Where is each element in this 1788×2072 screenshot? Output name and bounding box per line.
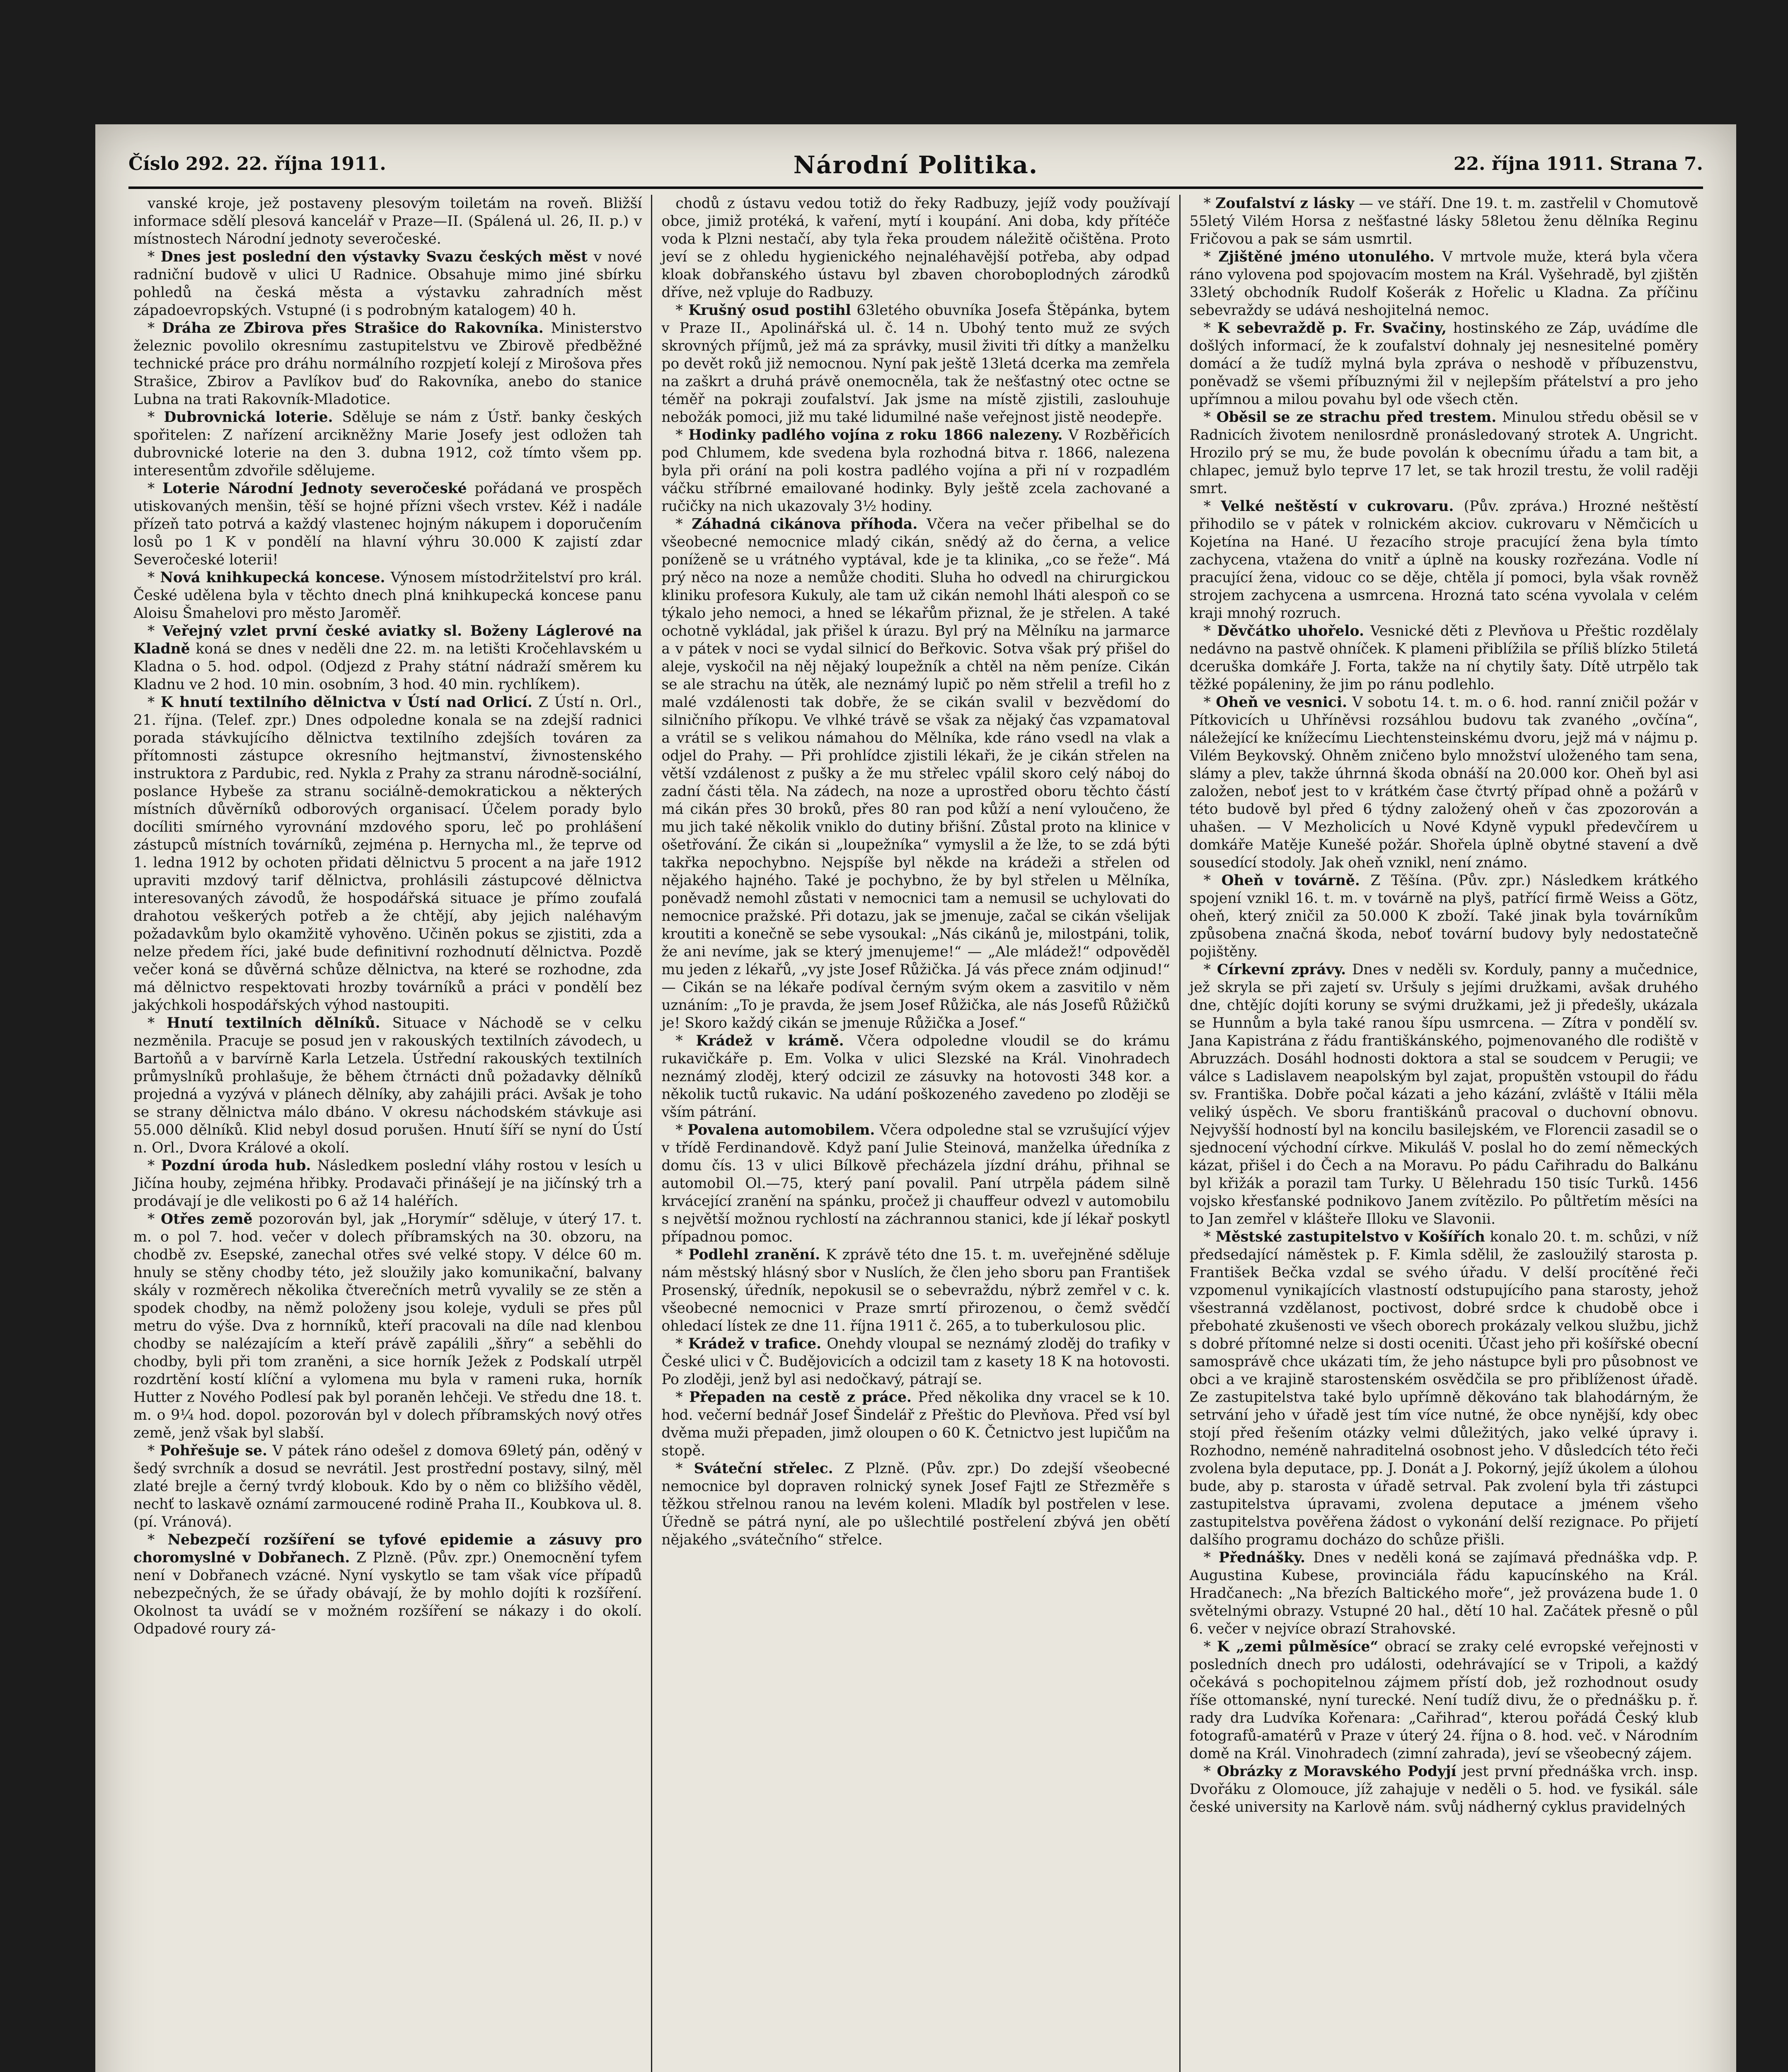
article-paragraph: * Oheň v továrně. Z Těšína. (Pův. zpr.) Následkem krátkého spojení vznikl 16. t. m. v továrně na plyš, patřící firmě Weiss a Götz, oheň, který zničil za 50.000 K zboží. Také jinak byla továrníkům způsobena značná škoda, neboť tovární budovy byly nedostatečně pojištěny. — [1189, 872, 1698, 960]
article-paragraph: * Oheň ve vesnici. V sobotu 14. t. m. o 6. hod. ranní zničil požár v Pítkovicích u Uhříněvsi rozsáhlou budovu tak zvaného „ovčína“, náležející ke knížecímu Liechtensteinskému dvoru, jejž má v nájmu p. Vilém Beykovský. Ohněm zničeno bylo množství uloženého tam sena, slámy a plev, takže úhrnná škoda obnáší na 20.000 kor. Oheň byl asi založen, neboť jest to v krátkém čase čtvrtý případ ohně a požárů v této budově byl před 6 týdny založený oheň v čas zpozorován a uhašen. — V Mezholicích u Nové Kdyně vypukl předevčírem u domkáře Matěje Kunešé požár. Shořela úplně obytné stavení a dvě sousedící stodoly. Jak oheň vznikl, není známo. — [1189, 694, 1698, 871]
article-body: Dnes v neděli sv. Korduly, panny a mučednice, jež skryla se při zajetí sv. Uršuly s jejími družkami, avšak druhého dne, chtějíc dojíti koruny se svými družkami, jež ji předešly, ukázala se Hunnům a byla také ranou šípu usmrcena. — Zítra v pondělí sv. Jana Kapistrána z řádu františkánského, pojmenovaného dle rodiště v Abruzzách. Dosáhl hodnosti doktora a stal se soudcem v Perugii; ve válce s Ladislavem neapolským byl zajat, propuštěn vstoupil do řádu sv. Františka. Dobře počal kázati a jeho kázání, zvláště v Itálii měla veliký úspěch. Ve sboru františkánů pracoval o duchovní obnovu. Nejvyšší hodností byl na koncilu basilejském, ve Florencii zasadil se o sjednocení východní církve. Mikuláš V. poslal ho do zemí německých kázat, přišel i do Čech a na Moravu. Po pádu Cařihradu do Balkánu byl křižák a porazil tam Turky. U Bělehradu 150 tisíc Turků. 1456 vojsko křesťanské podnikovo Janem zvítězilo. Po půltřetím měsíci na to Jan zemřel v klášteře Illoku ve Slavonii. — [1189, 961, 1698, 1227]
article-headline: Přepaden na cestě z práce. — [689, 1389, 912, 1406]
article-body: 63letého obuvníka Josefa Štěpánka, bytem v Praze II., Apolinářská ul. č. 14 n. Ubohý tento muž ze svých skrovných příjmů, jež má za správky, musil živiti tři dítky a manželku po devět roků již nemocnou. Nyní pak ještě 13letá dcerka ma zemřela na zaškrt a druhá právě onemocněla, tak že nešťastný otec octne se téměř na pokraji zoufalství. Jak jsme na místě zjistili, zaslouhuje nebožák pomoci, již mu také lidumilné naše veřejnost jistě neodepře. — [661, 302, 1170, 426]
article-body: Dnes v neděli koná se zajímavá přednáška vdp. P. Augustina Kubese, provinciála řádu kapucínského na Král. Hradčanech: „Na březích Baltického moře“, jež provázena bude 1. 0 světelnými obrazy. Vstupné 20 hal., dětí 10 hal. Začátek přesně o půl 6. večer v nejvíce obrazí Strahovské. — [1189, 1549, 1698, 1637]
article-headline: Děvčátko uhořelo. — [1217, 623, 1364, 639]
article-body: Včera na večer přibelhal se do všeobecné nemocnice mladý cikán, snědý až do černa, a velice poníženě se u vrátného vyptával, kde je ta klinika, „co se řeže“. Má prý něco na noze a nemůže choditi. Sluha ho odvedl na chirurgickou kliniku profesora Kukuly, ale tam už cikán nemohl lháti alespoň co se týkalo jeho nemoci, a hned se lékařům přiznal, že je střelen. A také ochotně vykládal, jak přišel k úrazu. Byl prý na Mělníku na jarmarce a v pátek v noci se vydal silnicí do Beřkovic. Sotva však prý přišel do aleje, vyskočil na něj nějaký loupežník a chtěl na něm peníze. Cikán se ale strachu na útěk, ale neznámý lupič po něm střelil a trefil ho z malé vzdálenosti tak dobře, že se cikán svalil v bezvědomí do silničního příkopu. Ve vlhké trávě se však za nějaký čas vzpamatoval a vrátil se s velikou námahou do Mělníka, kde ráno vsedl na vlak a odjel do Prahy. — Při prohlídce zjistili lékaři, že je cikán střelen na větší vzdálenost z pušky a že mu střelec vpálil skoro celý náboj do zadní části těla. Na zádech, na noze a uprostřed oboru těchto částí má cikán přes 30 broků, přes 80 ran pod kůží a není vyloučeno, že mu jich také několik vniklo do dutiny břišní. Zůstal proto na klinice v ošetřování. Že cikán si „loupežníka“ vymyslil a že lže, to se zdá býti takřka nepochybno. Nejspíše byl někde na krádeži a střelen od nějakého hajného. Také je pochybno, že by byl střelen u Mělníka, poněvadž nemohl zůstati v nemocnici tam a nemusil se uchylovati do nemocnice pražské. Při dotazu, jak se jmenuje, začal se cikán všelijak kroutiti a konečně se sebe vysoukal: „Nás cikánů je, milostpáni, tolik, že ani nevíme, jak se který jmenujeme!“ — „Ale mládež!“ odpověděl mu jeden z lékařů, „vy jste Josef Růžička. Já vás přece znám odjinud!“ — Cikán se na lékaře podíval černým svým okem a zasvitilo v něm uznáním: „To je pravda, že jsem Josef Růžička, ale nás Josefů Růžičků je! Skoro každý cikán se jmenuje Růžička a Josef.“ — [661, 516, 1170, 1031]
issue-date: Číslo 292. 22. října 1911. — [128, 153, 386, 174]
article-body: pozorován byl, jak „Horymír“ sděluje, v úterý 17. t. m. o pol 7. hod. večer v dolech příbramských na 30. obzoru, na chodbě zv. Esepské, zanechal otřes své velké stopy. V délce 60 m. hnuly se stěny chodby této, jež sloužily jako komunikační, balvany skály v rozměrech několika čtverečních metrů vyvalily se ze stěn a spodek chodby, na němž položeny jsou koleje, vyduli se přes půl metru do výše. Dva z hornníků, kteří pracovali na díle nad klenbou chodby se nalézajícím a kteří právě zapálili „šňry“ a seběhli do chodby, byli při tom zraněni, a sice horník Ježek z Podskalí utrpěl rozdrtění kostí klíční a vylomena mu byla v rameni ruka, horník Hutter z Nového Podlesí pak byl poraněn lehčeji. Ve středu dne 18. t. m. o 9¼ hod. dopol. pozorován byl v dolech příbramských nový otřes země, jenž však byl slabší. — [133, 1211, 642, 1441]
article-paragraph — [661, 195, 1170, 302]
article-paragraph: * Záhadná cikánova příhoda. Včera na večer přibelhal se do všeobecné nemocnice mladý cikán, snědý až do černa, a velice poníženě se u vrátného vyptával, kde je ta klinika, „co se řeže“. Má prý něco na noze a nemůže choditi. Sluha ho odvedl na chirurgickou kliniku profesora Kukuly, ale tam už cikán nemohl lháti alespoň co se týkalo jeho nemoci, a hned se lékařům přiznal, že je střelen. A také ochotně vykládal, jak přišel k úrazu. Byl prý na Mělníku na jarmarce a v pátek v noci se vydal silnicí do Beřkovic. Sotva však prý přišel do aleje, vyskočil na něj nějaký loupežník a chtěl na něm peníze. Cikán se ale strachu na útěk, ale neznámý lupič po něm střelil a trefil ho z malé vzdálenosti tak dobře, že se cikán svalil v bezvědomí do silničního příkopu. Ve vlhké trávě se však za nějaký čas vzpamatoval a vrátil se s velikou námahou do Mělníka, kde ráno vsedl na vlak a odjel do Prahy. — Při prohlídce zjistili lékaři, že je cikán střelen na větší vzdálenost z pušky a že mu střelec vpálil skoro celý náboj do zadní části těla. Na zádech, na noze a uprostřed oboru těchto částí má cikán přes 30 broků, přes 80 ran pod kůží a není vyloučeno, že mu jich také několik vniklo do dutiny břišní. Zůstal proto na klinice v ošetřování. Že cikán si „loupežníka“ vymyslil a že lže, to se zdá býti takřka nepochybno. Nejspíše byl někde na krádeži a střelen od nějakého hajného. Také je pochybno, že by byl střelen u Mělníka, poněvadž nemohl zůstati v nemocnici tam a nemusil se uchylovati do nemocnice pražské. Při dotazu, jak se jmenuje, začal se cikán všelijak kroutiti a konečně se sebe vysoukal: „Nás cikánů je, milostpáni, tolik, že ani nevíme, jak se který jmenujeme!“ — „Ale mládež!“ odpověděl mu jeden z lékařů, „vy jste Josef Růžička. Já vás přece znám odjinud!“ — Cikán se na lékaře podíval černým svým okem a zasvitilo v něm uznáním: „To je pravda, že jsem Josef Růžička, ale nás Josefů Růžičků je! Skoro každý cikán se jmenuje Růžička a Josef.“ — [661, 516, 1170, 1031]
article-paragraph: * Loterie Národní Jednoty severočeské pořádaná ve prospěch utiskovaných menšin, těší se hojné přízni všech vrstev. Kéž i nadále přízeň tato potrvá a každý vlastenec hojným nákupem i doporučením losů po 1 K v pondělí na hlavní výhru 30.000 K zajistí zdar Severočeské loterii! — [133, 480, 642, 568]
article-headline: Oheň ve vesnici. — [1216, 694, 1348, 711]
article-body: V pátek ráno odešel z domova 69letý pán, oděný v šedý svrchník a dosud se nevrátil. Jest prostřední postavy, silný, měl zlaté brejle a černý tvrdý klobouk. Kdo by o něm co bližšího věděl, nechť to laskavě oznámí zarmoucené rodině Praha II., Koubkova ul. 8. (pí. Vránová). — [133, 1443, 642, 1530]
article-body: obrací se zraky celé evropské veřejnosti v posledních dnech pro události, odehrávající se v Tripoli, a každý očekává s pochopitelnou zájmem přístí dob, jež rozhodnout osudy říše ottomanské, nyní turecké. Není tudíž divu, že o přednášku p. ř. rady dra Ludvíka Kořenara: „Cařihrad“, kterou pořádá Český klub fotografů-amatérů v Praze v úterý 24. října o 8. hod. več. v Národním domě na Král. Vinohradech (zimní zahrada), jeví se všeobecný zájem. — [1189, 1639, 1698, 1762]
article-paragraph: * Přednášky. Dnes v neděli koná se zajímavá přednáška vdp. P. Augustina Kubese, provinciála řádu kapucínského na Král. Hradčanech: „Na březích Baltického moře“, jež provázena bude 1. 0 světelnými obrazy. Vstupné 20 hal., dětí 10 hal. Začátek přesně o půl 6. večer v nejvíce obrazí Strahovské. — [1189, 1549, 1698, 1637]
article-headline: Pohřešuje se. — [160, 1443, 267, 1459]
article-paragraph: * Pozdní úroda hub. Následkem poslední vláhy rostou v lesích u Jičína houby, zejména hřibky. Prodavači přinášejí je na jičínský trh a prodávají je dle velikosti po 6 až 14 haléřích. — [133, 1157, 642, 1210]
column-2 — [651, 195, 1179, 2072]
article-headline: Církevní zprávy. — [1217, 961, 1346, 978]
article-headline: Krádež v trafice. — [688, 1336, 822, 1352]
article-paragraph: * Zjištěné jméno utonulého. V mrtvole muže, která byla včera ráno vylovena pod spojovacím mostem na Král. Vyšehradě, byl zjištěn 33letý obchodník Rudolf Košerák z Hořelic u Kladna. Za příčinu sebevraždy se udává neshojitelná nemoc. — [1189, 249, 1698, 319]
article-body: Ministerstvo železnic povolilo okresnímu zastupitelstvu ve Zbirově předběžné technické práce pro dráhu normálního rozpjetí kolejí z Mirošova přes Strašice, Zbirov a Pavlíkov buď do Rakovníka, anebo do stanice Lubna na trati Rakovník-Mladotice. — [133, 320, 642, 408]
article-body: V mrtvole muže, která byla včera ráno vylovena pod spojovacím mostem na Král. Vyšehradě, byl zjištěn 33letý obchodník Rudolf Košerák z Hořelic u Kladna. Za příčinu sebevraždy se udává neshojitelná nemoc. — [1189, 249, 1698, 319]
article-body: koná se dnes v neděli dne 22. m. na letišti Kročehlavském u Kladna o 5. hod. odpol. (Odjezd z Prahy státní nádraží směrem ku Kladnu ve 2 hod. 10 min. osobním, 3 hod. 40 min. rychlíkem). — [133, 641, 642, 693]
article-paragraph: * Přepaden na cestě z práce. Před několika dny vracel se k 10. hod. večerní bednář Josef Šindelář z Přeštic do Plevňova. Před vsí byl dvěma muži přepaden, jimž oloupen o 60 K. Četnictvo jest lupičům na stopě. — [661, 1389, 1170, 1459]
article-headline: Zjištěné jméno utonulého. — [1218, 249, 1435, 265]
article-body: (Pův. zpráva.) Hrozné neštěstí přihodilo se v pátek v rolnickém akciov. cukrovaru v Němčicích u Kojetína na Hané. U řezacího stroje pracující žena byla tímto zachycena, vtažena do vnitř a úplně na kousky rozřezána. Vodle ní pracující žena, vidouc co se děje, chtěla jí pomoci, byla však rovněž strojem zachycena a usmrcena. Hrozná tato scéna vyvolala v celém kraji mnohý rozruch. — [1189, 498, 1698, 622]
article-headline: K hnutí textilního dělnictva v Ústí nad Orlicí. — [160, 694, 532, 711]
article-body: Včera odpoledne stal se vzrušující výjev v třídě Ferdinandově. Když paní Julie Steinová, manželka úředníka z domu čís. 13 v ulici Bílkově přecházela jízdní dráhu, přihnal se automobil Ol.—75, který paní povalil. Paní utrpěla pádem silně krvácející zranění na spánku, pročež ji chauffeur odvezl v automobilu s největší možnou rychlostí na záchrannou stanici, kde jí lékař poskytl případnou pomoc. — [661, 1122, 1170, 1245]
article-body: V Rozběřicích pod Chlumem, kde svedena byla rozhodná bitva r. 1866, nalezena byla při orání na poli kostra padlého vojína a při ní v rozpadlém váčku stříbrné emailované hodinky. Byly ještě zcela zachované a ručičky na nich ukazovaly 3½ hodiny. — [661, 427, 1170, 515]
article-headline: K sebevraždě p. Fr. Svačiny, — [1217, 320, 1447, 336]
article-columns — [124, 195, 1707, 2072]
article-paragraph — [133, 195, 642, 248]
article-headline: Přednášky. — [1219, 1549, 1306, 1566]
article-headline: Podlehl zranění. — [688, 1247, 820, 1263]
column-3 — [1179, 195, 1707, 2072]
page-number: 22. října 1911. Strana 7. — [1453, 153, 1703, 174]
article-body: v nové radniční budově v ulici U Radnice. Obsahuje mimo jiné sbírku pohledů na česká města a výstavku zahradních měst západoevropských. Vstupné (i s podrobným katalogem) 40 h. — [133, 249, 642, 319]
article-headline: Sváteční střelec. — [694, 1460, 833, 1477]
article-paragraph: * K „zemi půlměsíce“ obrací se zraky celé evropské veřejnosti v posledních dnech pro události, odehrávající se v Tripoli, a každý očekává s pochopitelnou zájmem přístí dob, jež rozhodnout osudy říše ottomanské, nyní turecké. Není tudíž divu, že o přednášku p. ř. rady dra Ludvíka Kořenara: „Cařihrad“, kterou pořádá Český klub fotografů-amatérů v Praze v úterý 24. října o 8. hod. več. v Národním domě na Král. Vinohradech (zimní zahrada), jeví se všeobecný zájem. — [1189, 1639, 1698, 1762]
article-headline: Městské zastupitelstvo v Košířích — [1215, 1229, 1485, 1245]
article-paragraph: * Městské zastupitelstvo v Košířích konalo 20. t. m. schůzi, v níž předsedající náměstek p. F. Kimla sdělil, že zasloužilý starosta p. František Bečka vzdal se svého úřadu. V delší procítěné řeči vzpomenul vynikajících vlastností odstupujícího pana starosty, jehož všestranná vzdělanost, poctivost, dobré srdce k chudobě obce i přebohaté zkušenosti ve všech oborech prokázaly velkou službu, jichž s dobré přítomné nelze si dosti oceniti. Účast jeho při košířské obecní samosprávě chce ukázati tím, že jeho nástupce byli pro působnost ve obci a ve krajině starostenském osvědčila se pro přiblíženost úřadě. Ze zastupitelstva také bylo upřímně děkováno tak blahodárným, že setrvání jeho v úřadě jest tím více nutné, že obce nynější, kdy obec stojí před řešením otázky velmi důležitých, jako velké úpravy i. Rozhodno, neméně nahraditelná osobnost jeho. V důsledcích této řeči zvolena byla deputace, pp. J. Donát a J. Pokorný, jejíž úkolem a úlohou bude, aby p. starosta v úřadě setrval. Pak zvolení byla tři zástupci zastupitelstva úpravami, zvolena deputace a jménem všeho zastupitelstva pověřena žádost o vykonání delší rezignace. Po přijetí dalšího programu docházo do schůze přišli. — [1189, 1229, 1698, 1548]
newspaper-page — [95, 124, 1736, 2072]
article-paragraph: * Krádež v krámě. Včera odpoledne vloudil se do krámu rukavičkáře p. Em. Volka v ulici Slezské na Král. Vinohradech neznámý zloděj, který odcizil ze zásuvky na hotovosti 348 kor. a několik tuctů rukavic. Na udání poškozeného zavedeno po zloději se vším pátrání. — [661, 1033, 1170, 1121]
header-rule — [128, 186, 1703, 189]
article-headline: Zoufalství z lásky — [1215, 195, 1355, 212]
masthead-title: Národní Politika. — [793, 151, 1038, 179]
article-headline: K „zemi půlměsíce“ — [1217, 1639, 1379, 1655]
article-body: Z Plzně. (Pův. zpr.) Onemocnění tyfem není v Dobřanech vzácné. Nyní vyskytlo se tam však více případů nebezpečných, že se úřady obávají, že by mohlo dojíti k rozšíření. Okolnost ta uvádí se v možném rozšíření se nákazy i do okolí. Odpadové roury zá- — [133, 1549, 642, 1637]
article-paragraph: * Církevní zprávy. Dnes v neděli sv. Korduly, panny a mučednice, jež skryla se při zajetí sv. Uršuly s jejími družkami, avšak druhého dne, chtějíc dojíti koruny se svými družkami, jež ji předešly, ukázala se Hunnům a byla také ranou šípu usmrcena. — Zítra v pondělí sv. Jana Kapistrána z řádu františkánského, pojmenovaného dle rodiště v Abruzzách. Dosáhl hodnosti doktora a stal se soudcem v Perugii; ve válce s Ladislavem neapolským byl zajat, propuštěn vstoupil do řádu sv. Františka. Dobře počal kázati a jeho kázání, zvláště v Itálii měla veliký úspěch. Ve sboru františkánů pracoval o duchovní obnovu. Nejvyšší hodností byl na koncilu basilejském, ve Florencii zasadil se o sjednocení východní církve. Mikuláš V. poslal ho do zemí německých kázat, přišel i do Čech a na Moravu. Po pádu Cařihradu do Balkánu byl křižák a porazil tam Turky. U Bělehradu 150 tisíc Turků. 1456 vojsko křesťanské podnikovo Janem zvítězilo. Po půltřetím měsíci na to Jan zemřel v klášteře Illoku ve Slavonii. — [1189, 961, 1698, 1227]
article-paragraph: * Velké neštěstí v cukrovaru. (Pův. zpráva.) Hrozné neštěstí přihodilo se v pátek v rolnickém akciov. cukrovaru v Němčicích u Kojetína na Hané. U řezacího stroje pracující žena byla tímto zachycena, vtažena do vnitř a úplně na kousky rozřezána. Vodle ní pracující žena, vidouc co se děje, chtěla jí pomoci, byla však rovněž strojem zachycena a usmrcena. Hrozná tato scéna vyvolala v celém kraji mnohý rozruch. — [1189, 498, 1698, 622]
article-paragraph: * Veřejný vzlet první české aviatky sl. Boženy Láglerové na Kladně koná se dnes v neděli dne 22. m. na letišti Kročehlavském u Kladna o 5. hod. odpol. (Odjezd z Prahy státní nádraží směrem ku Kladnu ve 2 hod. 10 min. osobním, 3 hod. 40 min. rychlíkem). — [133, 623, 642, 693]
article-body: chodů z ústavu vedou totiž do řeky Radbuzy, jejíž vody používají obce, jimiž protéká, k vaření, mytí i koupání. Ani doba, kdy přítéče voda k Plzni nestačí, aby tyla řeka proudem náležitě očištěna. Proto jeví se z ohledu hygienického nejnaléhavější potřeba, aby odpad kloak dobřanského ústavu byl zbaven choroboplodných zárodků dříve, než vpluje do Radbuzy. — [661, 195, 1170, 301]
article-headline: Oběsil se ze strachu před trestem. — [1216, 409, 1497, 426]
article-body: Z Plzně. (Pův. zpr.) Do zdejší všeobecné nemocnice byl dopraven rolnický synek Josef Fajtl ze Střezměře s těžkou střelnou ranou na levém koleni. Mladík byl postřelen v lese. Úředně se pátrá nyní, ale po ušlechtilé postřelení zbývá jen obětí nějakého „svátečního“ střelce. — [661, 1460, 1170, 1548]
article-body: Onehdy vloupal se neznámý zloděj do trafiky v České ulici v Č. Budějovicích a odcizil tam z kasety 18 K na hotovosti. Po zloději, jenž byl asi nedočkavý, pátrají se. — [661, 1336, 1170, 1388]
article-headline: Dnes jest poslední den výstavky Svazu českých měst — [160, 249, 588, 265]
article-headline: Obrázky z Moravského Podyjí — [1217, 1763, 1457, 1780]
article-headline: Krušný osud postihl — [688, 302, 851, 319]
article-body: hostinského ze Záp, uvádíme dle došlých informací, že k zoufalství dohnaly jej nesnesitelné poměry domácí a že tudíž mylná byla zpráva o neshodě v příbuzenstvu, poněvadž se všemi příbuznými žil v nejlepším přátelství a pro jeho upřímnou a milou povahu byl ode všech ctěn. — [1189, 320, 1698, 408]
article-headline: Otřes země — [161, 1211, 253, 1227]
article-headline: Záhadná cikánova příhoda. — [692, 516, 918, 533]
article-body: jest první přednáška vrch. insp. Dvořáku z Olomouce, jíž zahajuje v neděli o 5. hod. ve fysikál. sále české university na Karlově nám. svůj nádherný cyklus pravidelných — [1189, 1763, 1698, 1815]
page-header — [128, 153, 1703, 186]
article-body: Minulou středu oběsil se v Radnicích životem nenilosrdně pronásledovaný strotek A. Ungricht. Hrozilo prý se mu, že bude povolán k obecnímu úřadu a tam bit, a chlapec, jemuž bylo teprve 17 let, se tak hrozil trestu, že volil raději smrt. — [1189, 409, 1698, 497]
article-body: Včera odpoledne vloudil se do krámu rukavičkáře p. Em. Volka v ulici Slezské na Král. Vinohradech neznámý zloděj, který odcizil ze zásuvky na hotovosti 348 kor. a několik tuctů rukavic. Na udání poškozeného zavedeno po zloději se vším pátrání. — [661, 1033, 1170, 1121]
article-body: — ve stáří. Dne 19. t. m. zastřelil v Chomutově 55letý Vilém Horsa z nešťastné lásky 58letou ženu dělníka Reginu Fričovou a pak se sám usmrtil. — [1189, 195, 1698, 247]
article-headline: Povalena automobilem. — [687, 1122, 875, 1138]
article-headline: Loterie Národní Jednoty severočeské — [162, 480, 467, 497]
article-headline: Pozdní úroda hub. — [161, 1157, 311, 1174]
article-paragraph: * Otřes země pozorován byl, jak „Horymír“ sděluje, v úterý 17. t. m. o pol 7. hod. večer v dolech příbramských na 30. obzoru, na chodbě zv. Esepské, zanechal otřes své velké stopy. V délce 60 m. hnuly se stěny chodby této, jež sloužily jako komunikační, balvany skály v rozměrech několika čtverečních metrů vyvalily se ze stěn a spodek chodby, na němž položeny jsou koleje, vyduli se přes půl metru do výše. Dva z hornníků, kteří pracovali na díle nad klenbou chodby se nalézajícím a kteří právě zapálili „šňry“ a seběhli do chodby, byli při tom zraněni, a sice horník Ježek z Podskalí utrpěl rozdrtění kostí klíční a vylomena mu byla v rameni ruka, horník Hutter z Nového Podlesí pak byl poraněn lehčeji. Ve středu dne 18. t. m. o 9¼ hod. dopol. pozorován byl v dolech příbramských nový otřes země, jenž však byl slabší. — [133, 1211, 642, 1441]
article-body: Následkem poslední vláhy rostou v lesích u Jičína houby, zejména hřibky. Prodavači přinášejí je na jičínský trh a prodávají je dle velikosti po 6 až 14 haléřích. — [133, 1157, 642, 1210]
article-headline: Velké neštěstí v cukrovaru. — [1221, 498, 1454, 515]
article-headline: Nová knihkupecká koncese. — [160, 569, 385, 586]
article-body: K zprávě této dne 15. t. m. uveřejněné sděluje nám městský hlásný sbor v Nuslích, že člen jeho sboru pan František Prosenský, úředník, nepokusil se o sebevraždu, nýbrž zemřel v c. k. všeobecné nemocnici v Praze smrtí přirozenou, o čemž svědčí ohledací lístek ze dne 11. října 1911 č. 265, a to tuberkulosou plic. — [661, 1247, 1170, 1334]
article-paragraph: * Pohřešuje se. V pátek ráno odešel z domova 69letý pán, oděný v šedý svrchník a dosud se nevrátil. Jest prostřední postavy, silný, měl zlaté brejle a černý tvrdý klobouk. Kdo by o něm co bližšího věděl, nechť to laskavě oznámí zarmoucené rodině Praha II., Koubkova ul. 8. (pí. Vránová). — [133, 1443, 642, 1530]
article-paragraph: * Krušný osud postihl 63letého obuvníka Josefa Štěpánka, bytem v Praze II., Apolinářská ul. č. 14 n. Ubohý tento muž ze svých skrovných příjmů, jež má za správky, musil živiti tři dítky a manželku po devět roků již nemocnou. Nyní pak ještě 13letá dcerka ma zemřela na zaškrt a druhá právě onemocněla, tak že nešťastný otec octne se téměř na pokraji zoufalství. Jak jsme na místě zjistili, zaslouhuje nebožák pomoci, již mu také lidumilné naše veřejnost jistě neodepře. — [661, 302, 1170, 426]
article-body: Z Ústí n. Orl., 21. října. (Telef. zpr.) Dnes odpoledne konala se na zdejší radnici porada stávkujícího dělnictva textilního zdejších továren za přítomnosti zástupce okresního hejtmanství, živnostenského instruktora z Pardubic, red. Nykla z Prahy za stranu národně-sociální, poslance Hybeše za stranu sociálně-demokratickou a některých místních důvěrníků odborových organisací. Účelem porady bylo docíliti smírného vyrovnání mzdového sporu, leč po prohlášení zástupců místních továrníků, zejména p. Hernycha ml., že teprve od 1. ledna 1912 by ochoten přidati dělnictvu 5 procent a na jaře 1912 upraviti mzdový tarif dělnictva, prohlásili zástupcové dělnictva interesovaných závodů, že hospodářská situace je přímo zoufalá drahotou veškerých potřeb a že chtějí, aby jejich naléhavým požadavkům bylo okamžitě vyhověno. Učiněn pokus se zjistiti, zda a nelze předem říci, jaké bude definitivní rozhodnutí dělnictva. Pozdě večer koná se důvěrná schůze dělnictva, na které se rozhodne, zda má dělnictvo respektovati hrozby továrníků a práci v pondělí bez jakýchkoli hospodářských výhod nastoupiti. — [133, 694, 642, 1014]
article-body: Výnosem místodržitelství pro král. České udělena byla v těchto dnech plná knihkupecká koncese panu Aloisu Šmahelovi pro město Jaroměř. — [133, 569, 642, 622]
article-paragraph: * Dubrovnická loterie. Sděluje se nám z Ústř. banky českých spořitelen: Z nařízení arcikněžny Marie Josefy jest odložen tah dubrovnické loterie na den 3. dubna 1912, což tímto všem pp. interesentům zdvořile sdělujeme. — [133, 409, 642, 479]
article-headline: Dubrovnická loterie. — [164, 409, 333, 426]
article-paragraph: * Hnutí textilních dělníků. Situace v Náchodě se v celku nezměnila. Pracuje se posud jen v rakouských textilních závodech, u Bartoňů a v barvírně Karla Letzela. Ústřední rakouských textilních průmyslníků prohlašuje, že během čtrnácti dnů požadavky dělníků projedná a vyzývá v plánech dělníky, aby zahájili práci. Avšak je toho se strany dělnictva málo dbáno. V okresu náchodském stávkuje asi 55.000 dělníků. Klid nebyl dosud porušen. Hnutí šíří se nyní do Ústí n. Orl., Dvora Králové a okolí. — [133, 1015, 642, 1156]
article-paragraph: * K hnutí textilního dělnictva v Ústí nad Orlicí. Z Ústí n. Orl., 21. října. (Telef. zpr.) Dnes odpoledne konala se na zdejší radnici porada stávkujícího dělnictva textilního zdejších továren za přítomnosti zástupce okresního hejtmanství, živnostenského instruktora z Pardubic, red. Nykla z Prahy za stranu národně-sociální, poslance Hybeše za stranu sociálně-demokratickou a některých místních důvěrníků odborových organisací. Účelem porady bylo docíliti smírného vyrovnání mzdového sporu, leč po prohlášení zástupců místních továrníků, zejména p. Hernycha ml., že teprve od 1. ledna 1912 by ochoten přidati dělnictvu 5 procent a na jaře 1912 upraviti mzdový tarif dělnictva, prohlásili zástupcové dělnictva interesovaných závodů, že hospodářská situace je přímo zoufalá drahotou veškerých potřeb a že chtějí, aby jejich naléhavým požadavkům bylo okamžitě vyhověno. Učiněn pokus se zjistiti, zda a nelze předem říci, jaké bude definitivní rozhodnutí dělnictva. Pozdě večer koná se důvěrná schůze dělnictva, na které se rozhodne, zda má dělnictvo respektovati hrozby továrníků a práci v pondělí bez jakýchkoli hospodářských výhod nastoupiti. — [133, 694, 642, 1014]
article-paragraph: * Krádež v trafice. Onehdy vloupal se neznámý zloděj do trafiky v České ulici v Č. Budějovicích a odcizil tam z kasety 18 K na hotovosti. Po zloději, jenž byl asi nedočkavý, pátrají se. — [661, 1336, 1170, 1388]
article-paragraph: * Podlehl zranění. K zprávě této dne 15. t. m. uveřejněné sděluje nám městský hlásný sbor v Nuslích, že člen jeho sboru pan František Prosenský, úředník, nepokusil se o sebevraždu, nýbrž zemřel v c. k. všeobecné nemocnici v Praze smrtí přirozenou, o čemž svědčí ohledací lístek ze dne 11. října 1911 č. 265, a to tuberkulosou plic. — [661, 1247, 1170, 1334]
article-body: pořádaná ve prospěch utiskovaných menšin, těší se hojné přízni všech vrstev. Kéž i nadále přízeň tato potrvá a každý vlastenec hojným nákupem i doporučením losů po 1 K v pondělí na hlavní výhru 30.000 K zajistí zdar Severočeské loterii! — [133, 480, 642, 568]
article-body: Sděluje se nám z Ústř. banky českých spořitelen: Z nařízení arcikněžny Marie Josefy jest odložen tah dubrovnické loterie na den 3. dubna 1912, což tímto všem pp. interesentům zdvořile sdělujeme. — [133, 409, 642, 479]
article-headline: Oheň v továrně. — [1221, 872, 1360, 889]
article-headline: Krádež v krámě. — [696, 1033, 844, 1049]
article-body: Situace v Náchodě se v celku nezměnila. Pracuje se posud jen v rakouských textilních závodech, u Bartoňů a v barvírně Karla Letzela. Ústřední rakouských textilních průmyslníků prohlašuje, že během čtrnácti dnů požadavky dělníků projedná a vyzývá v plánech dělníky, aby zahájili práci. Avšak je toho se strany dělnictva málo dbáno. V okresu náchodském stávkuje asi 55.000 dělníků. Klid nebyl dosud porušen. Hnutí šíří se nyní do Ústí n. Orl., Dvora Králové a okolí. — [133, 1015, 642, 1156]
article-body: Vesnické děti z Plevňova u Přeštic rozdělaly nedávno na pastvě ohníček. K plameni přiblížila se příliš blízko 5tiletá dceruška domkáře J. Forta, takže na ní chytily šaty. Dítě utrpělo tak těžké popáleniny, že jim po ránu podlehlo. — [1189, 623, 1698, 693]
article-body: vanské kroje, jež postaveny plesovým toiletám na roveň. Bližší informace sdělí plesová kancelář v Praze—II. (Spálená ul. 26, II. p.) v místnostech Národní jednoty severočeské. — [133, 195, 642, 247]
article-body: Před několika dny vracel se k 10. hod. večerní bednář Josef Šindelář z Přeštic do Plevňova. Před vsí byl dvěma muži přepaden, jimž oloupen o 60 K. Četnictvo jest lupičům na stopě. — [661, 1389, 1170, 1459]
article-body: Z Těšína. (Pův. zpr.) Následkem krátkého spojení vznikl 16. t. m. v továrně na plyš, patřící firmě Weiss a Götz, oheň, který zničil za 50.000 K zboží. Také jinak byla továrníkům způsobena značná škoda, neboť tovární budovy byly nedostatečně pojištěny. — [1189, 872, 1698, 960]
article-body: V sobotu 14. t. m. o 6. hod. ranní zničil požár v Pítkovicích u Uhříněvsi rozsáhlou budovu tak zvaného „ovčína“, náležející ke knížecímu Liechtensteinskému dvoru, jejž má v nájmu p. Vilém Beykovský. Ohněm zničeno bylo množství uloženého tam sena, slámy a plev, takže úhrnná škoda obnáší na 20.000 kor. Oheň byl asi založen, neboť jest to v krátkém čase čtvrtý případ ohně a požárů v této budově byl před 6 týdny založený oheň v čas zpozorován a uhašen. — V Mezholicích u Nové Kdyně vypukl předevčírem u domkáře Matěje Kunešé požár. Shořela úplně obytné stavení a dvě sousedící stodoly. Jak oheň vznikl, není známo. — [1189, 694, 1698, 871]
article-paragraph: * Dnes jest poslední den výstavky Svazu českých měst v nové radniční budově v ulici U Radnice. Obsahuje mimo jiné sbírku pohledů na česká města a výstavku zahradních měst západoevropských. Vstupné (i s podrobným katalogem) 40 h. — [133, 249, 642, 319]
article-paragraph: * Sváteční střelec. Z Plzně. (Pův. zpr.) Do zdejší všeobecné nemocnice byl dopraven rolnický synek Josef Fajtl ze Střezměře s těžkou střelnou ranou na levém koleni. Mladík byl postřelen v lese. Úředně se pátrá nyní, ale po ušlechtilé postřelení zbývá jen obětí nějakého „svátečního“ střelce. — [661, 1460, 1170, 1548]
article-headline: Nebezpečí rozšíření se tyfové epidemie a zásuvy pro choromyslné v Dobřanech. — [133, 1532, 642, 1566]
article-headline: Hodinky padlého vojína z roku 1866 nalezeny. — [688, 427, 1063, 443]
article-paragraph: * Hodinky padlého vojína z roku 1866 nalezeny. V Rozběřicích pod Chlumem, kde svedena byla rozhodná bitva r. 1866, nalezena byla při orání na poli kostra padlého vojína a při ní v rozpadlém váčku stříbrné emailované hodinky. Byly ještě zcela zachované a ručičky na nich ukazovaly 3½ hodiny. — [661, 427, 1170, 515]
article-headline: Veřejný vzlet první české aviatky sl. Boženy Láglerové na Kladně — [133, 623, 642, 657]
article-paragraph: * Oběsil se ze strachu před trestem. Minulou středu oběsil se v Radnicích životem nenilosrdně pronásledovaný strotek A. Ungricht. Hrozilo prý se mu, že bude povolán k obecnímu úřadu a tam bit, a chlapec, jemuž bylo teprve 17 let, se tak hrozil trestu, že volil raději smrt. — [1189, 409, 1698, 497]
article-paragraph: * Děvčátko uhořelo. Vesnické děti z Plevňova u Přeštic rozdělaly nedávno na pastvě ohníček. K plameni přiblížila se příliš blízko 5tiletá dceruška domkáře J. Forta, takže na ní chytily šaty. Dítě utrpělo tak těžké popáleniny, že jim po ránu podlehlo. — [1189, 623, 1698, 693]
article-headline: Dráha ze Zbirova přes Strašice do Rakovníka. — [162, 320, 544, 336]
article-paragraph: * Nebezpečí rozšíření se tyfové epidemie a zásuvy pro choromyslné v Dobřanech. Z Plzně. (Pův. zpr.) Onemocnění tyfem není v Dobřanech vzácné. Nyní vyskytlo se tam však více případů nebezpečných, že se úřady obávají, že by mohlo dojíti k rozšíření. Okolnost ta uvádí se v možném rozšíření se nákazy i do okolí. Odpadové roury zá- — [133, 1532, 642, 1637]
article-paragraph: * Obrázky z Moravského Podyjí jest první přednáška vrch. insp. Dvořáku z Olomouce, jíž zahajuje v neděli o 5. hod. ve fysikál. sále české university na Karlově nám. svůj nádherný cyklus pravidelných — [1189, 1763, 1698, 1815]
article-paragraph: * Zoufalství z lásky — ve stáří. Dne 19. t. m. zastřelil v Chomutově 55letý Vilém Horsa z nešťastné lásky 58letou ženu dělníka Reginu Fričovou a pak se sám usmrtil. — [1189, 195, 1698, 247]
article-paragraph: * K sebevraždě p. Fr. Svačiny, hostinského ze Záp, uvádíme dle došlých informací, že k zoufalství dohnaly jej nesnesitelné poměry domácí a že tudíž mylná byla zpráva o neshodě v příbuzenstvu, poněvadž se všemi příbuznými žil v nejlepším přátelství a pro jeho upřímnou a milou povahu byl ode všech ctěn. — [1189, 320, 1698, 408]
article-headline: Hnutí textilních dělníků. — [167, 1015, 380, 1031]
article-paragraph: * Povalena automobilem. Včera odpoledne stal se vzrušující výjev v třídě Ferdinandově. Když paní Julie Steinová, manželka úředníka z domu čís. 13 v ulici Bílkově přecházela jízdní dráhu, přihnal se automobil Ol.—75, který paní povalil. Paní utrpěla pádem silně krvácející zranění na spánku, pročež ji chauffeur odvezl v automobilu s největší možnou rychlostí na záchrannou stanici, kde jí lékař poskytl případnou pomoc. — [661, 1122, 1170, 1245]
article-paragraph: * Nová knihkupecká koncese. Výnosem místodržitelství pro král. České udělena byla v těchto dnech plná knihkupecká koncese panu Aloisu Šmahelovi pro město Jaroměř. — [133, 569, 642, 622]
article-paragraph: * Dráha ze Zbirova přes Strašice do Rakovníka. Ministerstvo železnic povolilo okresnímu zastupitelstvu ve Zbirově předběžné technické práce pro dráhu normálního rozpjetí kolejí z Mirošova přes Strašice, Zbirov a Pavlíkov buď do Rakovníka, anebo do stanice Lubna na trati Rakovník-Mladotice. — [133, 320, 642, 408]
article-body: konalo 20. t. m. schůzi, v níž předsedající náměstek p. F. Kimla sdělil, že zasloužilý starosta p. František Bečka vzdal se svého úřadu. V delší procítěné řeči vzpomenul vynikajících vlastností odstupujícího pana starosty, jehož všestranná vzdělanost, poctivost, dobré srdce k chudobě obce i přebohaté zkušenosti ve všech oborech prokázaly velkou službu, jichž s dobré přítomné nelze si dosti oceniti. Účast jeho při košířské obecní samosprávě chce ukázati tím, že jeho nástupce byli pro působnost ve obci a ve krajině starostenském osvědčila se pro přiblíženost úřadě. Ze zastupitelstva také bylo upřímně děkováno tak blahodárným, že setrvání jeho v úřadě jest tím více nutné, že obce nynější, kdy obec stojí před řešením otázky velmi důležitých, jako velké úpravy i. Rozhodno, neméně nahraditelná osobnost jeho. V důsledcích této řeči zvolena byla deputace, pp. J. Donát a J. Pokorný, jejíž úkolem a úlohou bude, aby p. starosta v úřadě setrval. Pak zvolení byla tři zástupci zastupitelstva úpravami, zvolena deputace a jménem všeho zastupitelstva pověřena žádost o vykonání delší rezignace. Po přijetí dalšího programu docházo do schůze přišli. — [1189, 1229, 1698, 1548]
column-1 — [124, 195, 651, 2072]
